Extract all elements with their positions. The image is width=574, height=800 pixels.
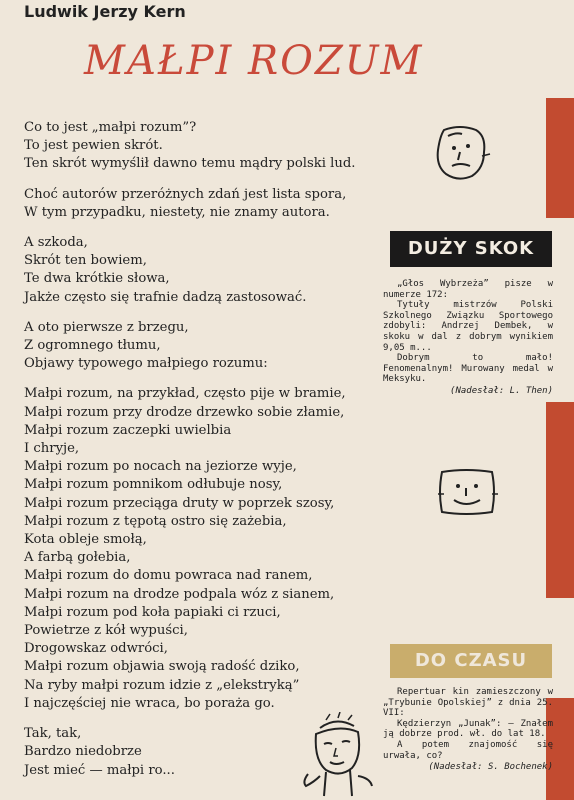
poem-line: Kota obleje smołą,: [24, 532, 147, 548]
side-bar-middle: [546, 402, 574, 598]
do-czasu-paragraph: A potem znajomość się urwała, co?: [383, 739, 553, 761]
stanza-gap: [24, 307, 404, 319]
poem-line: Małpi rozum na drodze podpala wóz z sianem,: [24, 586, 335, 602]
poem-line: W tym przypadku, niestety, nie znamy autora.: [24, 204, 330, 220]
poem-line: Powietrze z kół wypuści,: [24, 623, 188, 639]
poem-line: Jest mieć — małpi ro...: [24, 762, 175, 778]
duzy-skok-heading: DUŻY SKOK: [390, 231, 552, 267]
poem-line: Małpi rozum objawia swoją radość dziko,: [24, 659, 300, 675]
poem-line: Te dwa krótkie słowa,: [24, 271, 170, 287]
do-czasu-paragraph: Kędzierzyn „Junak”: — Znałem ją dobrze prod. wł. do lat 18.: [383, 718, 553, 740]
poem-line: Co to jest „małpi rozum”?: [24, 120, 197, 135]
poem-body: [24, 119, 404, 780]
poem-title: MAŁPI ROZUM: [84, 38, 424, 84]
poem-line: Małpi rozum, na przykład, często pije w bramie,: [24, 386, 346, 402]
poem-line: Objawy typowego małpiego rozumu:: [24, 356, 268, 372]
stanza-gap: [24, 174, 404, 186]
poem-line: Jakże często się trafnie dadzą zastosować.: [24, 289, 307, 305]
poem-line: Skrót ten bowiem,: [24, 253, 147, 269]
poem-line: Małpi rozum pod koła papiaki ci rzuci,: [24, 604, 281, 620]
poem-line: Choć autorów przeróżnych zdań jest lista spora,: [24, 186, 347, 202]
stanza-gap: [24, 222, 404, 234]
poem-line: Małpi rozum pomnikom odłubuje nosy,: [24, 477, 283, 493]
poem-line: Małpi rozum zaczepki uwielbia: [24, 422, 232, 438]
poem-line: Małpi rozum po nocach na jeziorze wyje,: [24, 459, 297, 475]
poem-line: I najczęściej nie wraca, bo poraża go.: [24, 695, 275, 711]
duzy-skok-paragraph: „Głos Wybrzeża” pisze w numerze 172:: [383, 279, 553, 300]
poem-line: Małpi rozum przeciąga druty w poprzek szosy,: [24, 495, 335, 511]
poem-line: Tak, tak,: [24, 726, 82, 742]
author-name: Ludwik Jerzy Kern: [24, 2, 186, 21]
dreamy-man-doodle-icon: [300, 712, 378, 798]
do-czasu-heading: DO CZASU: [390, 644, 552, 678]
poem-line: Bardzo niedobrze: [24, 744, 142, 760]
poem-line: Na ryby małpi rozum idzie z „elekstryką”: [24, 677, 300, 693]
side-bar-top: [546, 98, 574, 218]
poem-line: A szkoda,: [24, 235, 88, 251]
do-czasu-paragraph: Repertuar kin zamieszczony w „Trybunie Opolskiej” z dnia 25. VII:: [383, 687, 553, 719]
duzy-skok-paragraph: Tytuły mistrzów Polski Szkolnego Związku Sportowego zdobyli: Andrzej Dembek, w skoku w dal z dobrym wynikiem 9,05 m...: [383, 300, 553, 353]
do-czasu-text: [383, 687, 553, 773]
poem-line: Z ogromnego tłumu,: [24, 338, 161, 354]
duzy-skok-paragraph: Dobrym to mało! Fenomenalnym! Murowany medal w Meksyku.: [383, 353, 553, 385]
poem-line: A farbą gołebia,: [24, 550, 131, 566]
stanza-gap: [24, 373, 404, 385]
poem-line: To jest pewien skrót.: [24, 138, 163, 154]
poem-line: Małpi rozum przy drodze drzewko sobie złamie,: [24, 404, 345, 420]
poem-line: Ten skrót wymyślił dawno temu mądry polski lud.: [24, 156, 356, 172]
do-czasu-credit: (Nadesłał: S. Bochenek): [428, 762, 553, 773]
frowning-face-doodle-icon: [432, 122, 492, 184]
duzy-skok-credit: (Nadesłał: L. Then): [450, 385, 553, 396]
poem-line: I chryje,: [24, 441, 80, 457]
poem-line: A oto pierwsze z brzegu,: [24, 319, 189, 335]
poem-line: Małpi rozum do domu powraca nad ranem,: [24, 568, 313, 584]
poem-line: Drogowskaz odwróci,: [24, 641, 168, 657]
poem-line: Małpi rozum z tępotą ostro się zażebia,: [24, 513, 287, 529]
smiling-box-face-doodle-icon: [436, 466, 500, 520]
duzy-skok-text: [383, 279, 553, 397]
